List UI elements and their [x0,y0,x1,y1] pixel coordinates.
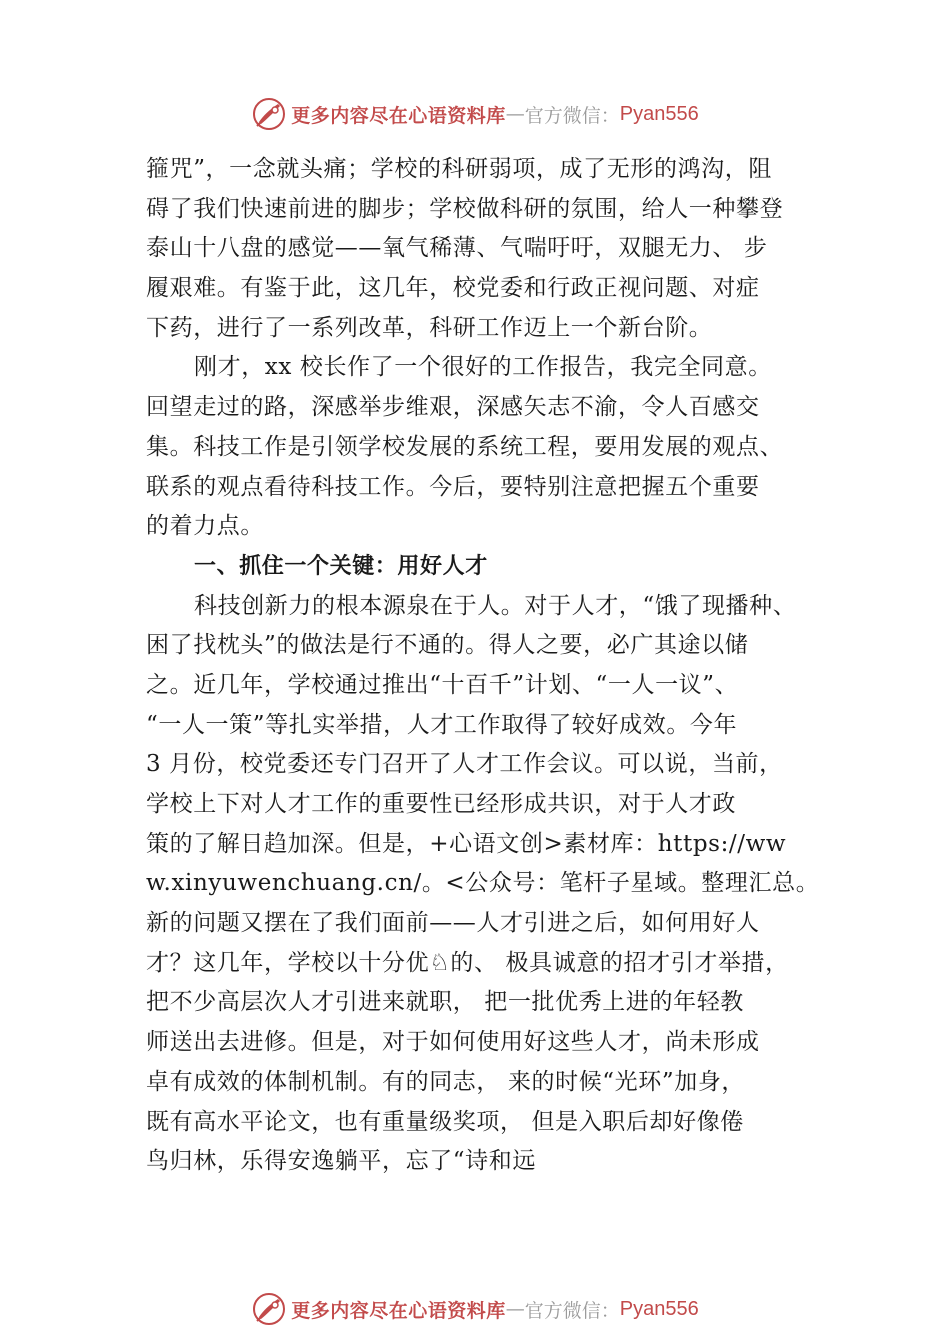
document-body [146,150,836,1182]
section-heading: 一、抓住一个关键：用好人才 [194,553,488,579]
text-line: 的着力点。 [146,513,264,540]
text-line: 鸟归林，乐得安逸躺平，忘了“诗和远 [146,1148,536,1175]
text-line: “一人一策”等扎实举措，人才工作取得了较好成效。今年 [146,711,738,738]
text-line: 学校上下对人才工作的重要性已经形成共识，对于人才政 [146,791,736,817]
watermark-wechat-id: Pyan556 [619,102,699,125]
paragraph-start-line: 刚才，xx 校长作了一个很好的工作报告，我完全同意。 [194,354,772,381]
text-line: 下药，进行了一系列改革，科研工作迈上一个新台阶。 [146,314,713,341]
watermark-brand: 更多内容尽在心语资料库 [291,1299,506,1322]
text-line: 策的了解日趋加深。但是，+心语文创>素材库：https://ww [146,830,787,857]
text-line: w.xinyuwenchuang.cn/。<公众号：笔杆子星域。整理汇总。 [146,870,820,897]
watermark-separator: — [505,1298,525,1320]
text-line: 集。科技工作是引领学校发展的系统工程，要用发展的观点、 [146,433,784,460]
text-line: 碍了我们快速前进的脚步；学校做科研的氛围，给人一种攀登 [146,195,784,222]
text-line: 泰山十八盘的感觉——氧气稀薄、气喘吁吁，双腿无力、 步 [146,235,768,262]
watermark-brand: 更多内容尽在心语资料库 [291,104,506,127]
text-line: 困了找枕头”的做法是行不通的。得人之要，必广其途以储 [146,632,749,659]
watermark-wechat-label: 官方微信： [524,1299,620,1322]
pen-logo-icon [251,1291,287,1327]
text-line: 履艰难。有鉴于此，这几年，校党委和行政正视问题、对症 [146,275,760,302]
watermark-banner-bottom [0,1289,950,1329]
pen-logo-icon [251,96,287,132]
watermark-separator: — [505,103,525,125]
watermark-banner-top [0,94,950,134]
paragraph-start-line: 科技创新力的根本源泉在于人。对于人才，“饿了现播种、 [194,592,797,619]
text-line: 既有高水平论文，也有重量级奖项， 但是入职后却好像倦 [146,1108,744,1135]
watermark-wechat-id: Pyan556 [619,1297,699,1320]
text-line: 回望走过的路，深感举步维艰，深感矢志不渝，令人百感交 [146,394,760,421]
text-line: 之。近几年，学校通过推出“十百千”计划、“一人一议”、 [146,671,739,698]
text-line: 才？这几年，学校以十分优♘的、 极具诚意的招才引才举措， [146,949,789,976]
text-line: 把不少高层次人才引进来就职， 把一批优秀上进的年轻教 [146,989,744,1016]
text-line: 联系的观点看待科技工作。今后，要特别注意把握五个重要 [146,473,760,500]
text-line: 3 月份，校党委还专门召开了人才工作会议。可以说，当前， [146,751,783,778]
text-line: 新的问题又摆在了我们面前——人才引进之后，如何用好人 [146,910,760,937]
text-line: 卓有成效的体制机制。有的同志， 来的时候“光环”加身， [146,1068,746,1095]
watermark-wechat-label: 官方微信： [524,104,620,127]
text-line: 箍咒”，一念就头痛；学校的科研弱项，成了无形的鸿沟，阻 [146,156,772,182]
text-line: 师送出去进修。但是，对于如何使用好这些人才，尚未形成 [146,1029,760,1056]
